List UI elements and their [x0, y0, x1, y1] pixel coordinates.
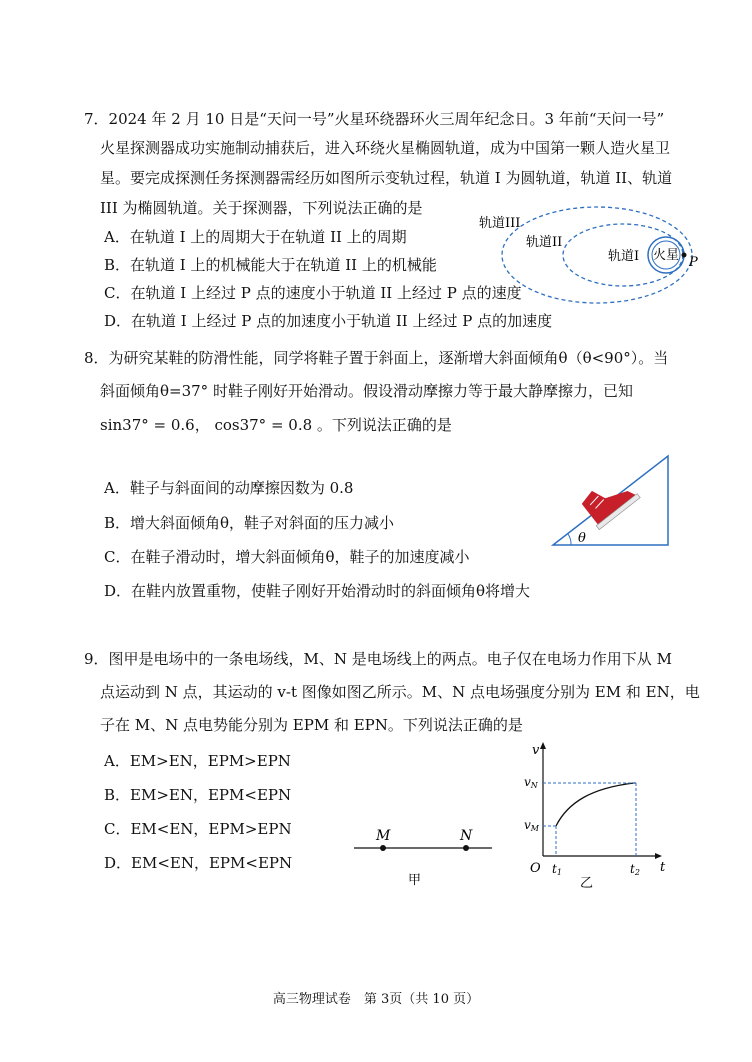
- q7-option-c: C．在轨道 I 上经过 P 点的速度小于轨道 II 上经过 P 点的速度: [104, 284, 522, 302]
- angle-arc: [568, 534, 571, 545]
- incline-figure: [548, 450, 678, 550]
- q7-stem-line-1: 7．2024 年 2 月 10 日是“天问一号”火星环绕器环火三周年纪念日。3 年前“天问一号”: [84, 110, 665, 128]
- label-t2: t2: [630, 862, 640, 877]
- q7-stem-line-2: 火星探测器成功实施制动捕获后，进入环绕火星椭圆轨道，成为中国第一颗人造火星卫: [100, 139, 671, 157]
- q8-stem-line-1: 8．为研究某鞋的防滑性能，同学将鞋子置于斜面上，逐渐增大斜面倾角θ（θ<90°）。当: [84, 349, 669, 367]
- label-m: M: [376, 828, 391, 844]
- vt-graph: [520, 740, 675, 890]
- label-point-p: P: [689, 255, 698, 270]
- label-n: N: [460, 828, 473, 844]
- q7-stem-line-3: 星。要完成探测任务探测器需经历如图所示变轨过程，轨道 I 为圆轨道，轨道 II、轨道: [100, 169, 673, 187]
- orbit-figure: [470, 200, 710, 310]
- q7-option-a: A．在轨道 I 上的周期大于在轨道 II 上的周期: [104, 228, 407, 246]
- point-n: [463, 845, 469, 851]
- v-axis-arrow: [540, 742, 546, 749]
- q8-stem-line-3: sin37° = 0.6， cos37° = 0.8 。下列说法正确的是: [100, 416, 452, 434]
- q9-option-b: B．EM>EN，EPM<EPN: [104, 786, 292, 804]
- point-m: [380, 845, 386, 851]
- label-t: t: [660, 860, 666, 875]
- label-t1: t1: [552, 862, 562, 877]
- shoe-icon: [578, 470, 641, 530]
- q8-option-b: B．增大斜面倾角θ，鞋子对斜面的压力减小: [104, 514, 395, 532]
- caption-yi: 乙: [580, 876, 594, 890]
- q9-stem-line-3: 子在 M、N 点电势能分别为 EPM 和 EPN。下列说法正确的是: [100, 716, 523, 734]
- point-p-dot: [682, 253, 687, 258]
- q9-stem-line-2: 点运动到 N 点，其运动的 v-t 图像如图乙所示。M、N 点电场强度分别为 EM 和 EN，电: [100, 683, 700, 701]
- q7-option-d: D．在轨道 I 上经过 P 点的加速度小于轨道 II 上经过 P 点的加速度: [104, 312, 553, 330]
- field-line-figure: [350, 826, 500, 886]
- label-origin: O: [530, 861, 541, 876]
- vt-curve: [556, 783, 634, 826]
- t-axis-arrow: [655, 853, 662, 859]
- label-vm: vM: [524, 818, 539, 833]
- q8-stem-line-2: 斜面倾角θ=37° 时鞋子刚好开始滑动。假设滑动摩擦力等于最大静摩擦力，已知: [100, 382, 633, 400]
- label-v: v: [532, 743, 540, 758]
- q9-option-c: C．EM<EN，EPM>EPN: [104, 820, 292, 838]
- label-orbit-2: 轨道II: [526, 235, 563, 250]
- page-footer: 高三物理试卷 第 3页（共 10 页）: [272, 992, 480, 1007]
- label-mars: 火星: [653, 248, 680, 263]
- q9-option-d: D．EM<EN，EPM<EPN: [104, 854, 293, 872]
- q8-option-d: D．在鞋内放置重物，使鞋子刚好开始滑动时的斜面倾角θ将增大: [104, 582, 531, 600]
- label-orbit-3: 轨道III: [479, 216, 521, 231]
- q8-option-c: C．在鞋子滑动时，增大斜面倾角θ，鞋子的加速度减小: [104, 548, 470, 566]
- label-orbit-1: 轨道I: [608, 249, 640, 264]
- angle-theta-label: θ: [578, 531, 586, 546]
- q8-option-a: A．鞋子与斜面间的动摩擦因数为 0.8: [104, 479, 354, 497]
- label-vn: vN: [524, 775, 538, 790]
- q7-stem-line-4: III 为椭圆轨道。关于探测器，下列说法正确的是: [100, 199, 423, 217]
- q9-stem-line-1: 9．图甲是电场中的一条电场线，M、N 是电场线上的两点。电子仅在电场力作用下从 M: [84, 650, 672, 668]
- q9-option-a: A．EM>EN，EPM>EPN: [104, 752, 291, 770]
- q7-option-b: B．在轨道 I 上的机械能大于在轨道 II 上的机械能: [104, 256, 437, 274]
- caption-jia: 甲: [408, 873, 422, 886]
